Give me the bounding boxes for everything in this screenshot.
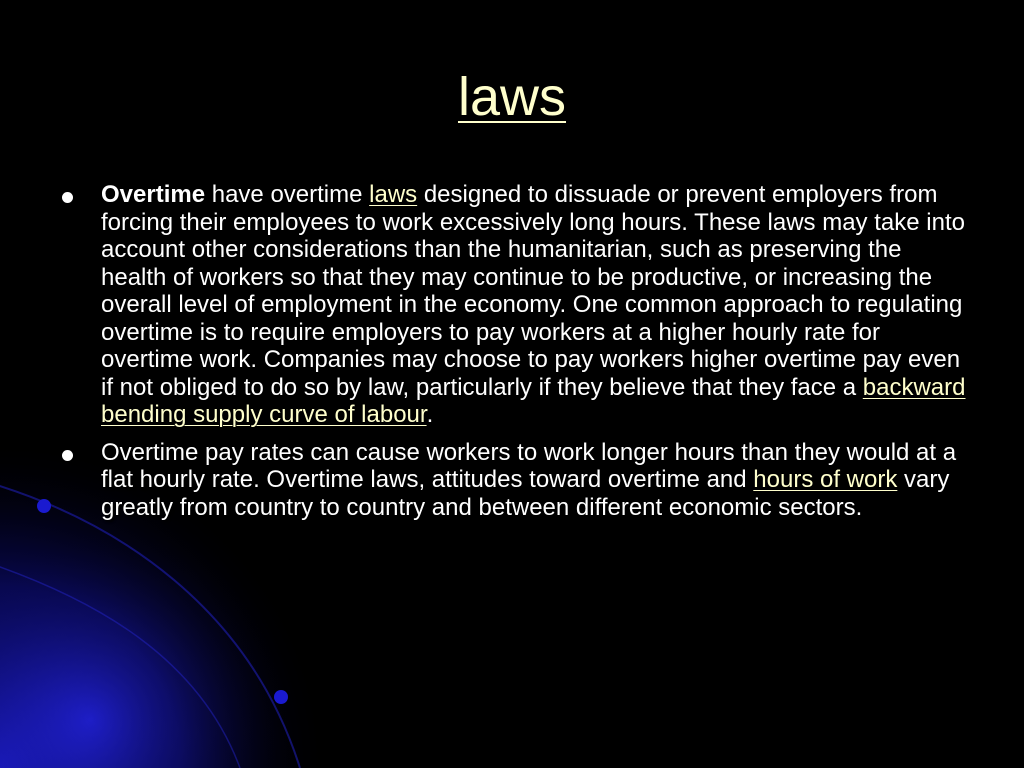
body-text: have overtime: [205, 181, 370, 208]
bold-lead: Overtime: [101, 181, 206, 208]
hours-of-work-link[interactable]: hours of work: [753, 466, 898, 493]
supply-curve-link[interactable]: backward bending supply curve of labour: [101, 373, 966, 428]
body-text: Overtime pay rates can cause workers to work longer hours than they would at a flat hourly rate. Overtime laws, attitudes toward overtime and: [101, 438, 957, 493]
body-text: vary greatly from country to country and between different economic sectors.: [101, 466, 950, 521]
laws-link[interactable]: laws: [369, 181, 418, 208]
bullet-icon: [62, 450, 73, 461]
list-item: [62, 439, 967, 522]
decorative-dot: [37, 499, 51, 513]
bullet-list: [62, 181, 967, 531]
body-text: designed to dissuade or prevent employers from forcing their employees to work excessively long hours. These laws may take into account other considerations than the humanitarian, such as preserving the health of workers so that they may continue to be productive, or increasing the overall level of employment in the economy. One common approach to regulating overtime is to require employers to pay workers at a higher hourly rate for overtime work. Companies may choose to pay workers higher overtime pay even if not obliged to do so by law, particularly if they believe that they face a: [101, 181, 965, 401]
slide-title[interactable]: laws: [457, 67, 567, 127]
body-text: .: [426, 401, 434, 428]
bullet-icon: [62, 192, 73, 203]
decorative-dot: [274, 690, 288, 704]
list-item: [62, 181, 967, 429]
